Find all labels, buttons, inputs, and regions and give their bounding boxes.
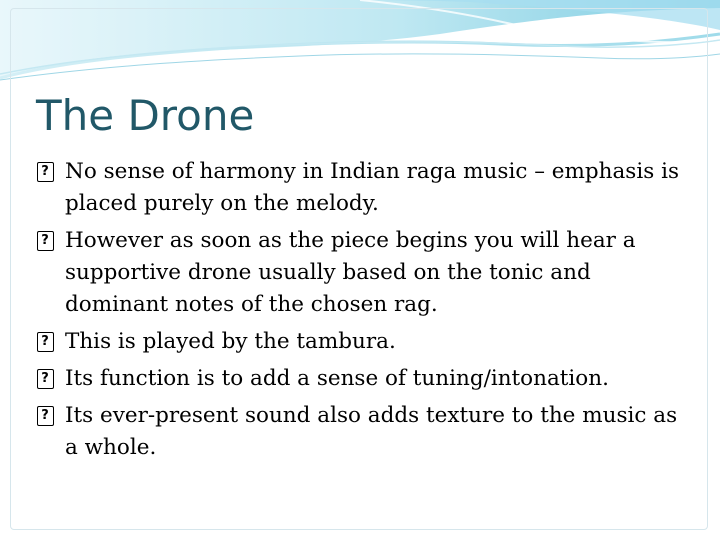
bullet-item (34, 326, 694, 358)
bullet-list (34, 156, 694, 469)
bullet-text: No sense of harmony in Indian raga music – emphasis is placed purely on the melody. (65, 159, 679, 216)
bullet-placeholder-icon: ? (34, 326, 56, 358)
bullet-item (34, 363, 694, 395)
bullet-text: Its function is to add a sense of tuning/intonation. (65, 366, 609, 391)
bullet-item (34, 400, 694, 464)
bullet-placeholder-icon: ? (34, 400, 56, 432)
slide-title: The Drone (36, 91, 255, 140)
bullet-text: However as soon as the piece begins you will hear a supportive drone usually based on the tonic and dominant notes of the chosen rag. (65, 228, 636, 317)
bullet-placeholder-icon: ? (34, 156, 56, 188)
bullet-placeholder-icon: ? (34, 363, 56, 395)
bullet-text: Its ever-present sound also adds texture to the music as a whole. (65, 403, 678, 460)
bullet-text: This is played by the tambura. (65, 329, 396, 354)
bullet-item (34, 225, 694, 321)
bullet-placeholder-icon: ? (34, 225, 56, 257)
bullet-item (34, 156, 694, 220)
